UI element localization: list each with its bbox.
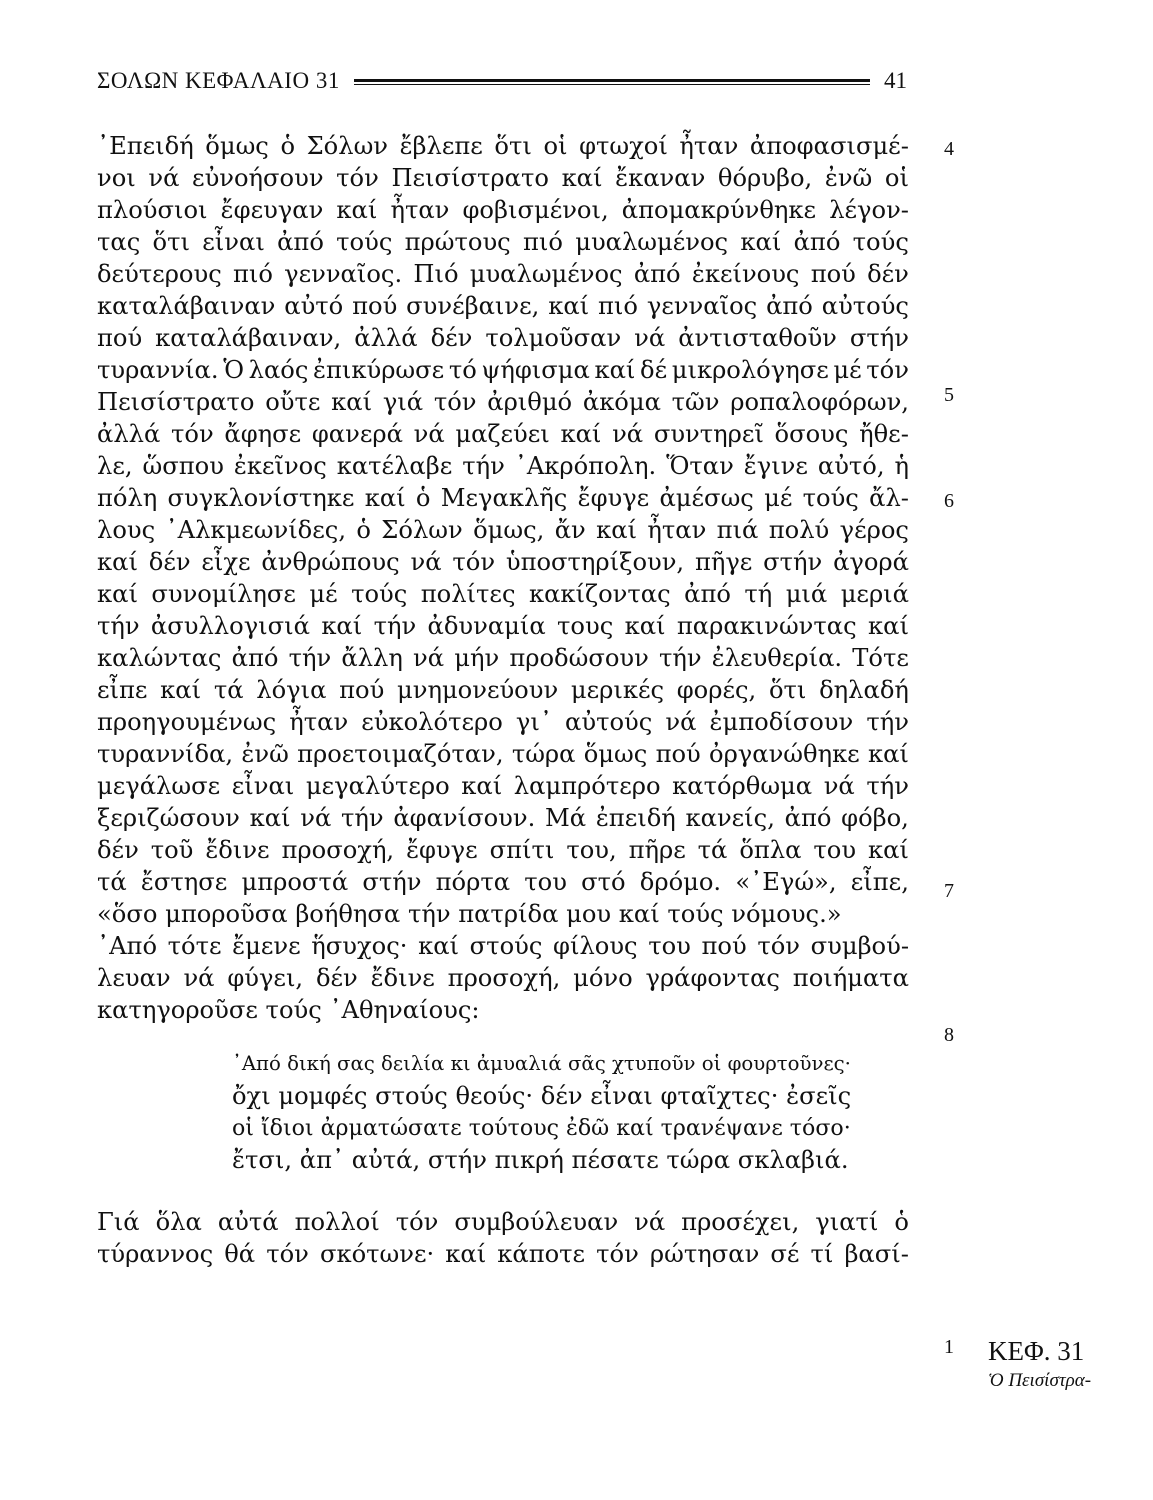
text-line: ᾿Από δική σας δειλία κι ἀμυαλιά σᾶς χτυποῦν οἱ φουρτοῦνες· [232, 1052, 851, 1075]
prose-block [97, 130, 909, 1026]
text-line: τήν ἀσυλλογισιά καί τήν ἀδυναμία τους καί παρακινώντας καί [97, 612, 909, 640]
text-line: τυραννία. Ὁ λαός ἐπικύρωσε τό ψήφισμα καί δέ μικρολόγησε μέ τόν [97, 356, 909, 384]
text-line: προηγουμένως ἦταν εὐκολότερο γι᾿ αὐτούς νά ἐμποδίσουν τήν [97, 708, 909, 736]
text-line: καλώντας ἀπό τήν ἄλλη νά μήν προδώσουν τήν ἐλευθερία. Τότε [97, 644, 909, 672]
margin-number: 7 [944, 880, 954, 902]
header-rule [354, 79, 870, 85]
text-line: ᾿Επειδή ὅμως ὁ Σόλων ἔβλεπε ὅτι οἱ φτωχοί ἦταν ἀποφασισμέ- [97, 132, 909, 160]
text-line: λευαν νά φύγει, δέν ἔδινε προσοχή, μόνο γράφοντας ποιήματα [97, 964, 909, 992]
chapter-subtitle: Ὁ Πεισίστρα- [988, 1370, 1092, 1391]
text-line: «ὅσο μποροῦσα βοήθησα τήν πατρίδα μου καί τούς νόμους.» [97, 900, 842, 928]
text-line: ᾿Από τότε ἔμενε ἥσυχος· καί στούς φίλους του πού τόν συμβού- [97, 932, 909, 960]
closing-paragraph [97, 1206, 909, 1270]
text-line: ξεριζώσουν καί νά τήν ἀφανίσουν. Μά ἐπειδή κανείς, ἀπό φόβο, [97, 804, 909, 832]
text-line: καί συνομίλησε μέ τούς πολίτες κακίζοντας ἀπό τή μιά μεριά [97, 580, 909, 608]
text-line: πλούσιοι ἔφευγαν καί ἦταν φοβισμένοι, ἀπομακρύνθηκε λέγον- [97, 196, 909, 224]
page-number: 41 [884, 68, 907, 93]
text-line: νοι νά εὐνοήσουν τόν Πεισίστρατο καί ἔκαναν θόρυβο, ἐνῶ οἱ [97, 164, 909, 192]
text-line: λε, ὥσπου ἐκεῖνος κατέλαβε τήν ᾿Ακρόπολη. Ὅταν ἔγινε αὐτό, ἡ [97, 452, 909, 480]
text-line: τά ἔστησε μπροστά στήν πόρτα του στό δρόμο. «᾿Εγώ», εἶπε, [97, 868, 909, 896]
text-line: μεγάλωσε εἶναι μεγαλύτερο καί λαμπρότερο κατόρθωμα νά τήν [97, 772, 909, 800]
margin-number: 4 [944, 138, 954, 160]
poem-quote [232, 1048, 852, 1176]
text-line: καταλάβαιναν αὐτό πού συνέβαινε, καί πιό γενναῖος ἀπό αὐτούς [97, 292, 909, 320]
text-line: πόλη συγκλονίστηκε καί ὁ Μεγακλῆς ἔφυγε ἀμέσως μέ τούς ἄλ- [97, 484, 909, 512]
text-line: τας ὅτι εἶναι ἀπό τούς πρώτους πιό μυαλωμένος καί ἀπό τούς [97, 228, 909, 256]
text-line: εἶπε καί τά λόγια πού μνημονεύουν μερικές φορές, ὅτι δηλαδή [97, 676, 909, 704]
margin-number: 8 [944, 1024, 954, 1046]
text-line: τύραννος θά τόν σκότωνε· καί κάποτε τόν ρώτησαν σέ τί βασί- [97, 1240, 909, 1268]
text-line: δέν τοῦ ἔδινε προσοχή, ἔφυγε σπίτι του, πῆρε τά ὅπλα του καί [97, 836, 909, 864]
text-line: ἔτσι, ἀπ᾿ αὐτά, στήν πικρή πέσατε τώρα σκλαβιά. [232, 1146, 849, 1174]
text-line: Πεισίστρατο οὔτε καί γιά τόν ἀριθμό ἀκόμα τῶν ροπαλοφόρων, [97, 388, 909, 416]
text-line: πού καταλάβαιναν, ἀλλά δέν τολμοῦσαν νά ἀντισταθοῦν στήν [97, 324, 909, 352]
text-line: καί δέν εἶχε ἀνθρώπους νά τόν ὑποστηρίξουν, πῆγε στήν ἀγορά [97, 548, 909, 576]
chapter-label: ΚΕΦ. 31 [988, 1336, 1085, 1366]
text-line: ἀλλά τόν ἄφησε φανερά νά μαζεύει καί νά συντηρεῖ ὅσους ἤθε- [97, 420, 909, 448]
main-text [97, 130, 909, 1270]
text-line: Γιά ὅλα αὐτά πολλοί τόν συμβούλευαν νά προσέχει, γιατί ὁ [97, 1208, 909, 1236]
text-line: κατηγοροῦσε τούς ᾿Αθηναίους: [97, 996, 480, 1024]
running-header [97, 64, 907, 98]
text-line: ὄχι μομφές στούς θεούς· δέν εἶναι φταῖχτες· ἐσεῖς [232, 1082, 852, 1110]
margin-number: 5 [944, 384, 954, 406]
text-line: τυραννίδα, ἐνῶ προετοιμαζόταν, τώρα ὅμως πού ὀργανώθηκε καί [97, 740, 909, 768]
margin-number: 1 [944, 1336, 954, 1358]
running-title: ΣΟΛΩΝ ΚΕΦΑΛΑΙΟ 31 [97, 68, 340, 93]
text-line: λους ᾿Αλκμεωνίδες, ὁ Σόλων ὅμως, ἄν καί ἦταν πιά πολύ γέρος [97, 516, 909, 544]
text-line: οἱ ἴδιοι ἀρματώσατε τούτους ἐδῶ καί τρανέψανε τόσο· [232, 1115, 851, 1141]
text-line: δεύτερους πιό γενναῖος. Πιό μυαλωμένος ἀπό ἐκείνους πού δέν [97, 260, 909, 288]
margin-number: 6 [944, 490, 954, 512]
